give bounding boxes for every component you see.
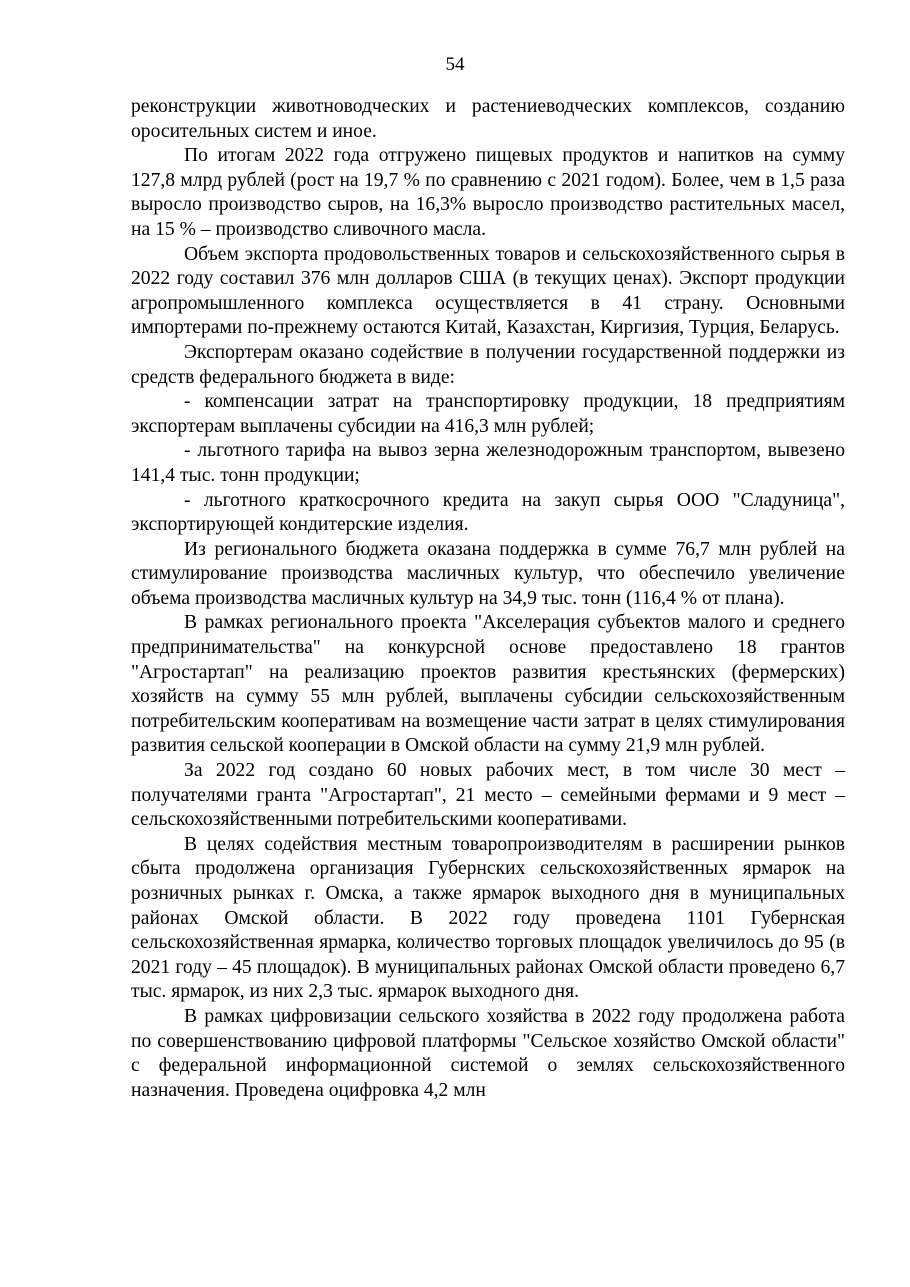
paragraph-regional-project: В рамках регионального проекта "Акселерация субъектов малого и среднего предпринимательства" на конкурсной основе предоставлено 18 грантов "Агростартап" на реализацию проектов развития крестьянских (фермерских) хозяйств на сумму 55 млн рублей, выплачены субсидии сельскохозяйственным потребительским кооперативам на возмещение части затрат в целях стимулирования развития сельской кооперации в Омской области на сумму 21,9 млн рублей. — [131, 612, 845, 757]
paragraph-food-production: По итогам 2022 года отгружено пищевых продуктов и напитков на сумму 127,8 млрд рублей (рост на 19,7 % по сравнению с 2021 годом). Более, чем в 1,5 раза выросло производство сыров, на 16,3% выросло производство растительных масел, на 15 % – производство сливочного масла. — [131, 145, 845, 240]
paragraph-export-volume: Объем экспорта продовольственных товаров и сельскохозяйственного сырья в 2022 году составил 376 млн долларов США (в текущих ценах). Экспорт продукции агропромышленного комплекса осуществляется в 41 страну. Основными импортерами по-прежнему остаются Китай, Казахстан, Киргизия, Турция, Беларусь. — [131, 243, 845, 339]
paragraph-digitalization: В рамках цифровизации сельского хозяйства в 2022 году продолжена работа по совершенствованию цифровой платформы "Сельское хозяйство Омской области" с федеральной информационной системой о землях сельскохозяйственного назначения. Проведена оцифровка 4,2 млн — [131, 1005, 845, 1101]
paragraph-fairs: В целях содействия местным товаропроизводителям в расширении рынков сбыта продолжена организация Губернских сельскохозяйственных ярмарок на розничных рынках г. Омска, а также ярмарок выходного дня в муниципальных районах Омской области. В 2022 году проведена 1101 Губернская сельскохозяйственная ярмарка, количество торговых площадок увеличилось до 95 (в 2021 году – 45 площадок). В муниципальных районах Омской области проведено 6,7 тыс. ярмарок, из них 2,3 тыс. ярмарок выходного дня. — [131, 833, 845, 1003]
paragraph-continuation: реконструкции животноводческих и растениеводческих комплексов, созданию оросительных систем и иное. — [131, 96, 845, 142]
paragraph-new-jobs: За 2022 год создано 60 новых рабочих мест, в том числе 30 мест – получателями гранта "Агростартап", 21 место – семейными фермами и 9 мест – сельскохозяйственными потребительскими кооперативами. — [131, 760, 845, 831]
list-item-rail-tariff: - льготного тарифа на вывоз зерна железнодорожным транспортом, вывезено 141,4 тыс. тонн продукции; — [131, 440, 845, 486]
page-number: 54 — [445, 54, 465, 75]
paragraph-exporter-support: Экспортерам оказано содействие в получении государственной поддержки из средств федерального бюджета в виде: — [131, 341, 845, 388]
list-item-short-term-credit: - льготного краткосрочного кредита на закуп сырья ООО "Сладуница", экспортирующей кондитерские изделия. — [131, 489, 845, 536]
paragraph-oilseed-support: Из регионального бюджета оказана поддержка в сумме 76,7 млн рублей на стимулирование производства масличных культур, что обеспечило увеличение объема производства масличных культур на 34,9 тыс. тонн (116,4 % от плана). — [131, 538, 845, 609]
list-item-transport-compensation: - компенсации затрат на транспортировку продукции, 18 предприятиям экспортерам выплачены субсидии на 416,3 млн рублей; — [131, 391, 845, 437]
document-body — [131, 95, 845, 1103]
